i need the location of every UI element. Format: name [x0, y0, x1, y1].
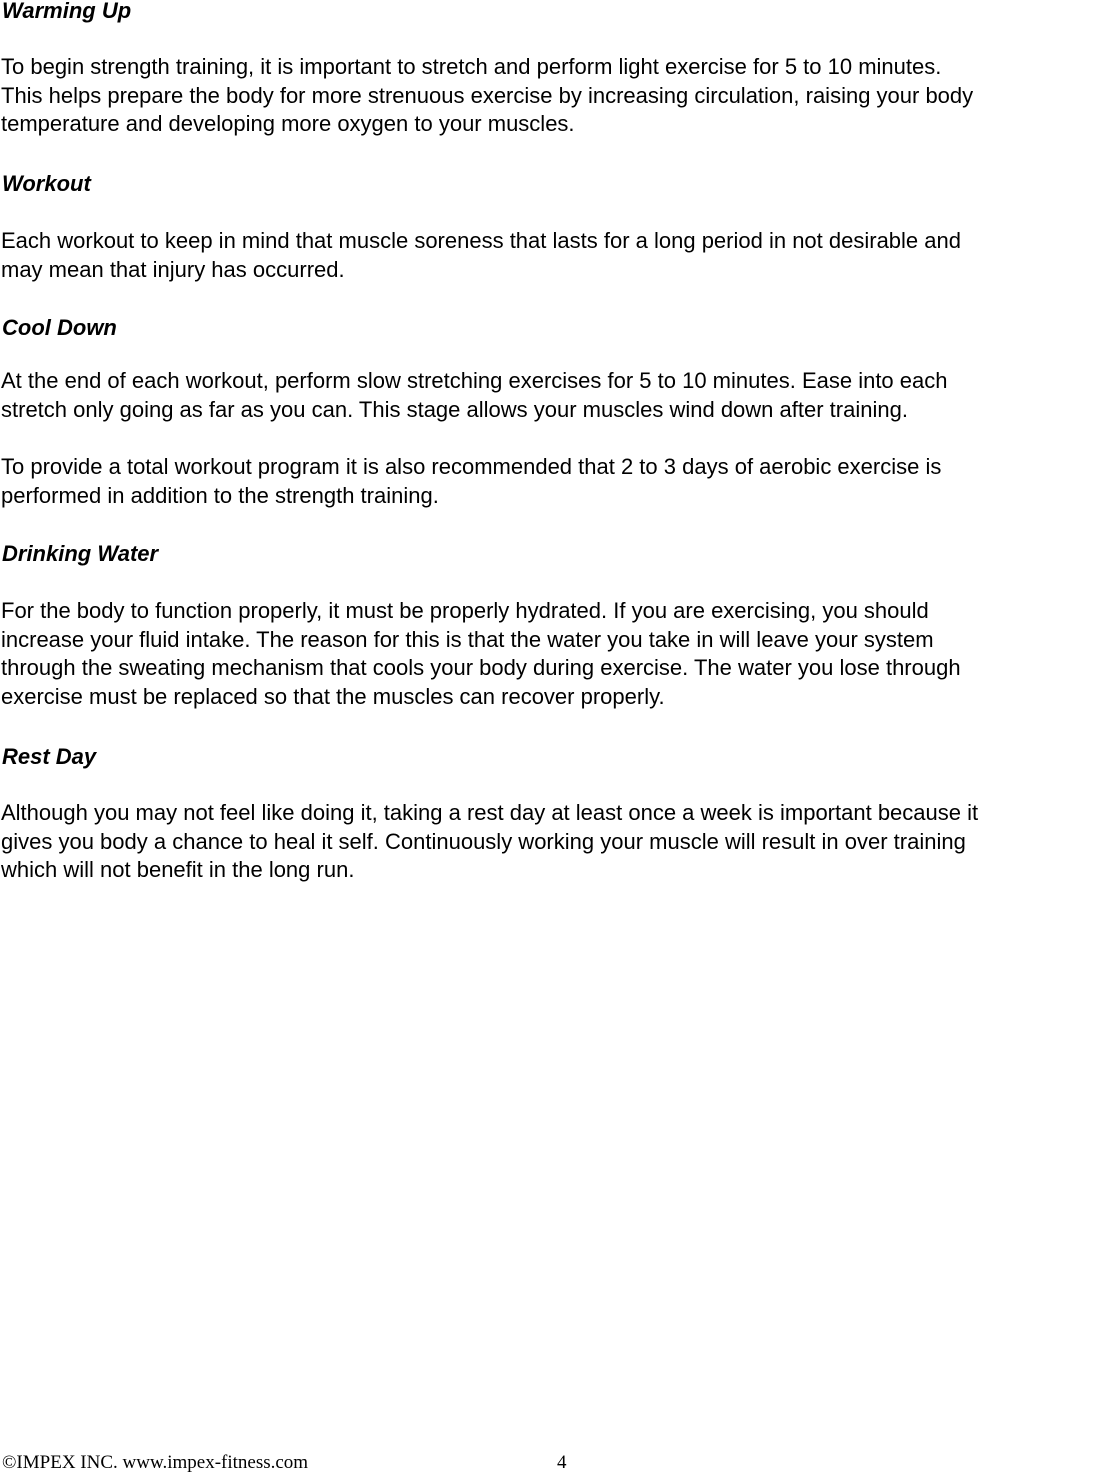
- paragraph-line: stretch only going as far as you can. This stage allows your muscles wind down after training.: [1, 396, 908, 422]
- paragraph-line: Each workout to keep in mind that muscle soreness that lasts for a long period in not desirable and: [1, 228, 961, 253]
- drinking-water-paragraph: [1, 597, 1107, 712]
- paragraph-line: Although you may not feel like doing it, taking a rest day at least once a week is important because it: [1, 800, 979, 825]
- paragraph-line: To begin strength training, it is important to stretch and perform light exercise for 5 to 10 minutes.: [1, 54, 942, 79]
- rest-day-paragraph: [1, 799, 1107, 885]
- section-heading-rest-day: Rest Day: [2, 744, 97, 769]
- section-heading-workout: Workout: [2, 171, 91, 196]
- aerobic-paragraph: [1, 453, 1107, 510]
- section-heading-warming-up: Warming Up: [2, 0, 132, 23]
- paragraph-line: To provide a total workout program it is also recommended that 2 to 3 days of aerobic exercise is: [1, 454, 942, 479]
- page-number: 4: [557, 1452, 567, 1473]
- paragraph-line: exercise must be replaced so that the muscles can recover properly.: [1, 684, 665, 710]
- paragraph-line: At the end of each workout, perform slow stretching exercises for 5 to 10 minutes. Ease into each: [1, 368, 948, 393]
- workout-paragraph: [1, 227, 1107, 284]
- paragraph-line: increase your fluid intake. The reason for this is that the water you take in will leave your system: [1, 626, 934, 652]
- section-heading-cool-down: Cool Down: [2, 315, 117, 340]
- footer-copyright: ©IMPEX INC. www.impex-fitness.com: [2, 1452, 309, 1473]
- section-heading-drinking-water: Drinking Water: [2, 541, 159, 566]
- paragraph-line: temperature and developing more oxygen to your muscles.: [1, 111, 575, 137]
- paragraph-line: performed in addition to the strength training.: [1, 482, 439, 508]
- paragraph-line: which will not benefit in the long run.: [1, 857, 355, 883]
- paragraph-line: may mean that injury has occurred.: [1, 256, 345, 282]
- cool-down-paragraph: [1, 367, 1107, 424]
- warming-up-paragraph: [1, 53, 1107, 139]
- paragraph-line: For the body to function properly, it must be properly hydrated. If you are exercising, you should: [1, 598, 929, 623]
- paragraph-line: This helps prepare the body for more strenuous exercise by increasing circulation, raising your body: [1, 82, 974, 108]
- paragraph-line: through the sweating mechanism that cools your body during exercise. The water you lose through: [1, 655, 961, 681]
- paragraph-line: gives you body a chance to heal it self. Continuously working your muscle will result in over training: [1, 828, 966, 854]
